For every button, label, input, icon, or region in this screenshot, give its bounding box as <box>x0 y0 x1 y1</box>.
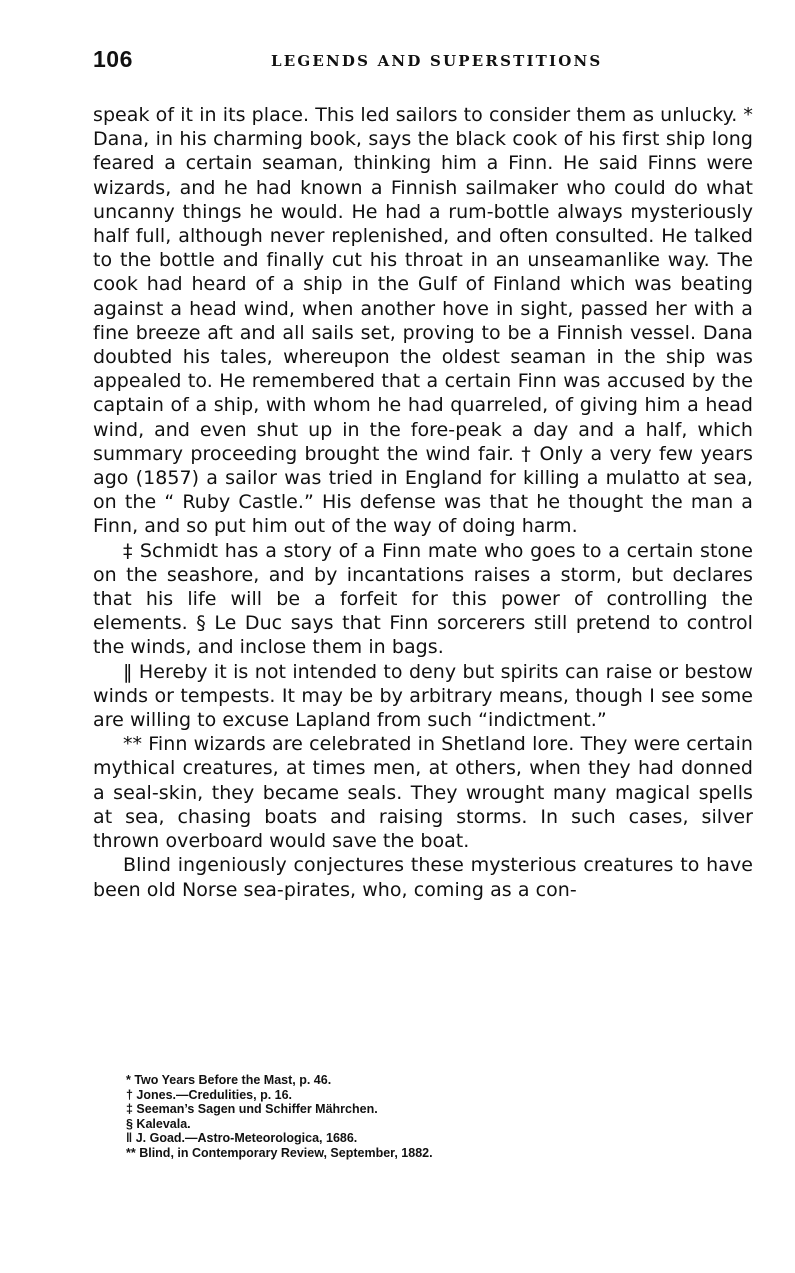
page-header <box>93 46 753 80</box>
paragraph-schmidt: ‡ Schmidt has a story of a Finn mate who goes to a certain stone on the seashore, and by incantations raises a storm, but declares that his life will be a forfeit for this power of controlling the elements. § Le Duc says that Finn sorcerers still pretend to control the winds, and inclose them in bags. <box>93 539 753 659</box>
footnote: § Kalevala. <box>126 1116 191 1131</box>
paragraph-blind: Blind ingeniously conjectures these mysterious creatures to have been old Norse sea-pirates, who, coming as a con- <box>93 854 753 901</box>
paragraph-shetland: ** Finn wizards are celebrated in Shetland lore. They were certain mythical creatures, at times men, at others, when they had donned a seal-skin, they became seals. They wrought many magical spells at sea, chasing boats and raising storms. In such cases, silver thrown overboard would save the boat. <box>93 733 753 853</box>
footnote: ‖ J. Goad.—Astro-Meteorologica, 1686. <box>126 1131 358 1145</box>
footnotes <box>126 1073 686 1160</box>
paragraph-dana-finn: speak of it in its place. This led sailors to consider them as unlucky. * Dana, in his charming book, says the black cook of his first ship long feared a certain seaman, thinking him a Finn. He said Finns were wizards, and he had known a Finnish sailmaker who could do what uncanny things he would. He had a rum-bottle always mysteriously half full, although never replenished, and often consulted. He talked to the bottle and finally cut his throat in an unseamanlike way. The cook had heard of a ship in the Gulf of Finland which was beating against a head wind, when another hove in sight, passed her with a fine breeze aft and all sails set, proving to be a Finnish vessel. Dana doubted his tales, whereupon the oldest seaman in the ship was appealed to. He remembered that a certain Finn was accused by the captain of a ship, with whom he had quarreled, of giving him a head wind, and even shut up in the fore-peak a day and a half, which summary proceeding brought the wind fair. † Only a very few years ago (1857) a sailor was tried in England for killing a mulatto at sea, on the “ Ruby Castle.” His defense was that he thought the man a Finn, and so put him out of the way of doing harm. <box>93 104 753 538</box>
paragraph-hereby: ‖ Hereby it is not intended to deny but spirits can raise or bestow winds or tempests. It may be by arbitrary means, though I see some are willing to excuse Lapland from such “indictment.” <box>93 660 753 732</box>
footnote: ** Blind, in Contemporary Review, September, 1882. <box>126 1145 433 1160</box>
running-title: LEGENDS AND SUPERSTITIONS <box>271 52 603 70</box>
page-number: 106 <box>93 46 133 72</box>
footnote: ‡ Seeman’s Sagen und Schiffer Mährchen. <box>126 1102 378 1116</box>
body-text <box>93 103 753 902</box>
footnote: † Jones.—Credulities, p. 16. <box>126 1087 293 1102</box>
footnote: * Two Years Before the Mast, p. 46. <box>126 1073 332 1087</box>
